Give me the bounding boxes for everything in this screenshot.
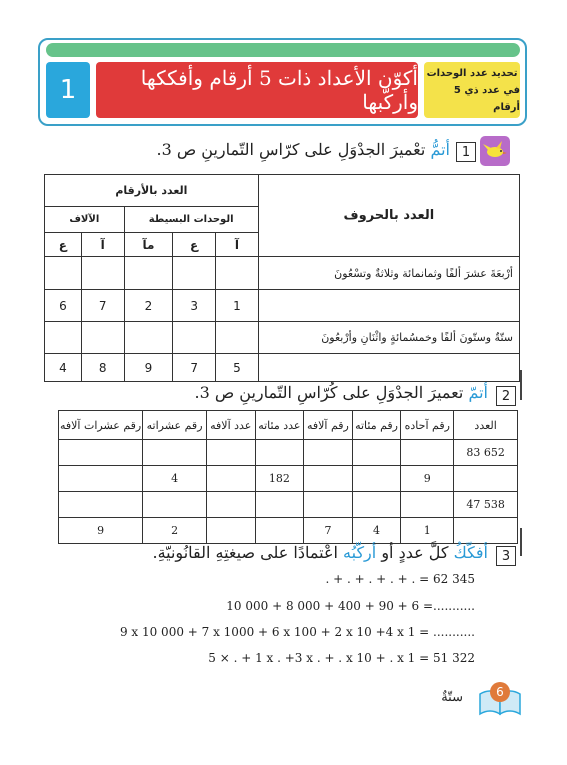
digit-cell[interactable] [124, 257, 173, 290]
equation-line[interactable]: 10 000 + 8 000 + 400 + 90 + 6 =........... [226, 599, 475, 613]
digit-cell: 3 [173, 290, 216, 322]
table-cell[interactable] [352, 492, 401, 518]
exercise-1-verb: أتمُّ [430, 140, 450, 159]
digit-cell: 4 [45, 354, 82, 382]
exercise-2-table [58, 410, 518, 544]
words-cell[interactable] [258, 354, 519, 382]
col-header: العدد [454, 411, 518, 440]
digit-cell: 2 [124, 290, 173, 322]
table-cell: 83 652 [454, 440, 518, 466]
words-cell[interactable] [258, 290, 519, 322]
exercise-3-text-2: اعْتمادًا على صيغتِهِ القانُونيّةِ. [152, 543, 338, 562]
col-header: عدد آلافه [206, 411, 255, 440]
table-cell[interactable] [143, 492, 207, 518]
table-row [45, 257, 520, 290]
table-cell[interactable] [304, 492, 353, 518]
objective-line-2: في عدد ذي 5 أرقام [453, 84, 520, 113]
exercise-3-text-1: كلَّ عددٍ أو [381, 543, 449, 562]
col-header: عدد مئاته [255, 411, 304, 440]
table-cell[interactable] [143, 440, 207, 466]
equation-line[interactable]: . + . + . + . + . = 62 345 [325, 572, 475, 586]
page-number: 6 [490, 682, 510, 702]
table-cell: 9 [59, 518, 143, 544]
lesson-title: أكوّن الأعداد ذات 5 أرقام وأفككها وأركّبها [96, 62, 418, 118]
table-cell[interactable] [304, 440, 353, 466]
table-cell: 182 [255, 466, 304, 492]
exercise-3-number: 3 [496, 546, 516, 566]
digit-cell[interactable] [173, 322, 216, 354]
digit-cell[interactable] [216, 322, 259, 354]
exercise-3-verb-2: أركّبُه [343, 543, 377, 562]
digit-cell: 7 [173, 354, 216, 382]
table-cell[interactable] [401, 440, 454, 466]
table-row [45, 290, 520, 322]
col-words-header: العدد بالحروف [258, 175, 519, 257]
table-cell[interactable] [255, 518, 304, 544]
exercise-3-instruction [152, 543, 488, 562]
sub-header: آ [81, 233, 124, 257]
table-cell: 4 [143, 466, 207, 492]
group-thousands-header: الآلاف [45, 207, 125, 233]
exercise-2-text: تعميرَ الجدْوَلِ على كُرّاسِ التّمارينِ ص 3. [194, 383, 464, 402]
exercise-1-table [44, 174, 520, 382]
group-simple-header: الوحدات البسيطة [124, 207, 258, 233]
digit-cell: 6 [45, 290, 82, 322]
digit-cell[interactable] [45, 257, 82, 290]
digit-cell[interactable] [81, 257, 124, 290]
table-cell[interactable] [304, 466, 353, 492]
table-cell[interactable] [59, 466, 143, 492]
table-cell: 1 [401, 518, 454, 544]
table-cell[interactable] [401, 492, 454, 518]
header-green-bar [46, 43, 520, 57]
table-cell[interactable] [255, 440, 304, 466]
table-cell[interactable] [206, 492, 255, 518]
sub-header: مآ [124, 233, 173, 257]
col-digits-header: العدد بالأرقام [45, 175, 259, 207]
table-cell[interactable] [352, 466, 401, 492]
digit-cell[interactable] [216, 257, 259, 290]
digit-cell: 8 [81, 354, 124, 382]
table-cell[interactable] [206, 518, 255, 544]
table-row [45, 322, 520, 354]
col-header: رقم آحاده [401, 411, 454, 440]
bird-icon [480, 136, 510, 166]
table-cell[interactable] [59, 440, 143, 466]
table-cell[interactable] [206, 440, 255, 466]
table-cell: 7 [304, 518, 353, 544]
words-cell: أرْبعَةَ عشرَ ألفًا وثمانمائة وثلاثةٌ وتسْعُونَ [258, 257, 519, 290]
col-header: رقم عشرات آلافه [59, 411, 143, 440]
exercise-1-number: 1 [456, 142, 476, 162]
digit-cell: 7 [81, 290, 124, 322]
exercise-2-number: 2 [496, 386, 516, 406]
exercise-1-text: تعْميرَ الجدْوَلِ على كرّاسِ التّمارينِ ص 3. [156, 140, 426, 159]
table-row [45, 354, 520, 382]
objective-line-1: تحديد عدد الوحدات [426, 67, 518, 79]
section-divider [520, 528, 522, 556]
col-header: رقم مئاته [352, 411, 401, 440]
table-row [59, 440, 518, 466]
table-row [59, 492, 518, 518]
digit-cell[interactable] [81, 322, 124, 354]
table-cell[interactable] [454, 466, 518, 492]
exercise-3-verb-1: أفكّكُ [453, 543, 488, 562]
table-row [59, 466, 518, 492]
section-divider [520, 370, 522, 400]
table-cell: 47 538 [454, 492, 518, 518]
table-cell[interactable] [352, 440, 401, 466]
sub-header: آ [216, 233, 259, 257]
digit-cell: 9 [124, 354, 173, 382]
digit-cell: 1 [216, 290, 259, 322]
table-cell: 4 [352, 518, 401, 544]
col-header: رقم عشراته [143, 411, 207, 440]
table-cell[interactable] [255, 492, 304, 518]
page-number-word: ستّةٌ [441, 690, 463, 705]
digit-cell: 5 [216, 354, 259, 382]
table-cell[interactable] [206, 466, 255, 492]
equation-line[interactable]: 9 x 10 000 + 7 x 1000 + 6 x 100 + 2 x 10 +4 x 1 = ........... [119, 625, 475, 639]
table-cell: 9 [401, 466, 454, 492]
digit-cell[interactable] [124, 322, 173, 354]
col-header: رقم آلافه [304, 411, 353, 440]
table-cell: 2 [143, 518, 207, 544]
equation-line[interactable]: 5 × . + 1 x . +3 x . + . x 10 + . x 1 = 51 322 [208, 651, 475, 665]
sub-header: ع [45, 233, 82, 257]
table-cell[interactable] [454, 518, 518, 544]
exercise-2-instruction [195, 383, 489, 402]
table-row [59, 518, 518, 544]
exercise-2-verb: أتمّ [468, 383, 488, 402]
exercise-1-instruction [157, 140, 451, 159]
lesson-objective [424, 62, 520, 118]
sub-header: ع [173, 233, 216, 257]
digit-cell[interactable] [173, 257, 216, 290]
lesson-number: 1 [46, 62, 90, 118]
words-cell: ستّةٌ وستّونَ ألفًا وخمسُمائةٍ واثْنَانِ وأرْبعُونَ [258, 322, 519, 354]
digit-cell[interactable] [45, 322, 82, 354]
table-cell[interactable] [59, 492, 143, 518]
